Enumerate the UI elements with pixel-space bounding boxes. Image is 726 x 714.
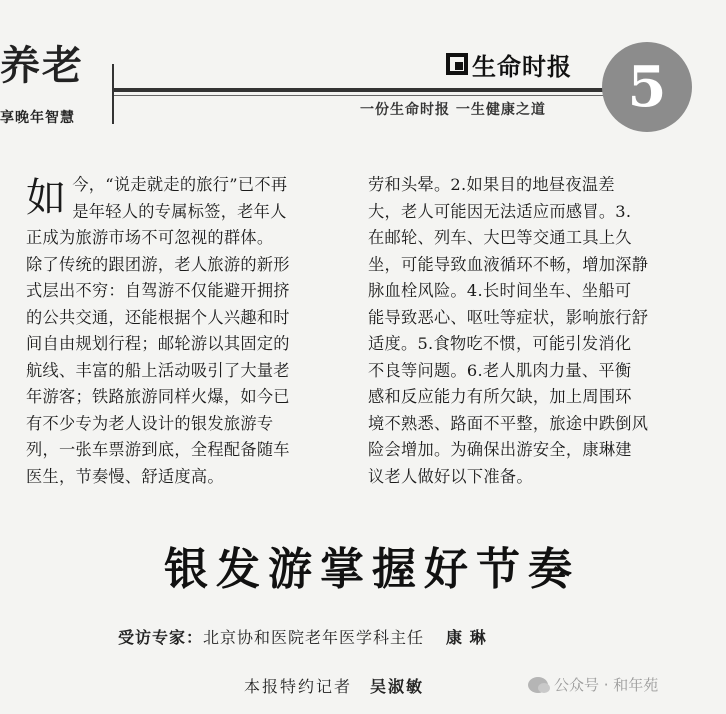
text-line: 除了传统的跟团游，老人旅游的新形 — [26, 254, 290, 274]
text-line: 是年轻人的专属标签，老年人 — [72, 201, 287, 221]
reporter-credit — [244, 674, 424, 697]
text-line: 年游客；铁路旅游同样火爆，如今已 — [26, 387, 290, 406]
section-title: 养老 — [0, 43, 84, 89]
logo-mark-icon — [446, 53, 468, 75]
expert-affiliation: 北京协和医院老年医学科主任 — [203, 628, 425, 647]
header-rule-thick — [114, 88, 634, 92]
section-subtitle: 享晚年智慧 — [0, 110, 75, 126]
text-line: 适度。5.食物吃不惯，可能引发消化 — [368, 334, 632, 353]
text-line: 列，一张车票游到底，全程配备随车 — [26, 440, 290, 459]
wechat-icon — [528, 677, 548, 693]
article-headline: 银发游掌握好节奏 — [164, 544, 580, 595]
expert-label: 受访专家： — [118, 628, 204, 647]
text-line: 医生，节奏慢、舒适度高。 — [26, 466, 224, 486]
header-rule-thin — [114, 95, 634, 96]
article-column-left — [26, 172, 348, 490]
expert-credit — [118, 625, 487, 648]
text-line: 式层出不穷：自驾游不仅能避开拥挤 — [26, 281, 290, 300]
watermark — [528, 674, 658, 695]
reporter-label: 本报特约记者 — [244, 677, 353, 696]
text-line: 在邮轮、列车、大巴等交通工具上久 — [368, 228, 632, 247]
text-line: 坐，可能导致血液循环不畅，增加深静 — [368, 254, 649, 274]
text-line: 间自由规划行程；邮轮游以其固定的 — [26, 334, 290, 353]
text-line: 感和反应能力有所欠缺，加上周围环 — [368, 387, 632, 406]
page-number-badge: 5 — [602, 42, 692, 132]
watermark-text: 公众号 · 和年苑 — [554, 676, 659, 694]
newspaper-logo — [446, 47, 572, 81]
text-line: 议老人做好以下准备。 — [368, 466, 533, 486]
text-line: 正成为旅游市场不可忽视的群体。 — [26, 228, 274, 247]
text-line: 能导致恶心、呕吐等症状，影响旅行舒 — [368, 307, 649, 327]
article-column-right — [368, 172, 690, 490]
text-line: 不良等问题。6.老人肌肉力量、平衡 — [368, 360, 632, 380]
text-line: 航线、丰富的船上活动吸引了大量老 — [26, 360, 290, 380]
text-line: 境不熟悉、路面不平整，旅途中跌倒风 — [368, 413, 649, 433]
text-line: 险会增加。为确保出游安全，康琳建 — [368, 440, 632, 459]
newspaper-slogan: 一份生命时报 一生健康之道 — [360, 102, 546, 118]
text-line: 大，老人可能因无法适应而感冒。3. — [368, 201, 632, 221]
text-line: 劳和头晕。2.如果目的地昼夜温差 — [368, 175, 615, 194]
expert-name: 康 琳 — [446, 628, 487, 647]
logo-text: 生命时报 — [472, 52, 572, 81]
header-divider-vertical — [112, 64, 114, 124]
reporter-name: 吴淑敏 — [370, 677, 425, 696]
text-line: 的公共交通，还能根据个人兴趣和时 — [26, 307, 290, 327]
text-line: 脉血栓风险。4.长时间坐车、坐船可 — [368, 281, 632, 300]
text-line: 有不少专为老人设计的银发旅游专 — [26, 413, 274, 433]
drop-cap: 如 — [26, 175, 67, 221]
text-line: 今，“说走就走的旅行”已不再 — [72, 175, 288, 194]
